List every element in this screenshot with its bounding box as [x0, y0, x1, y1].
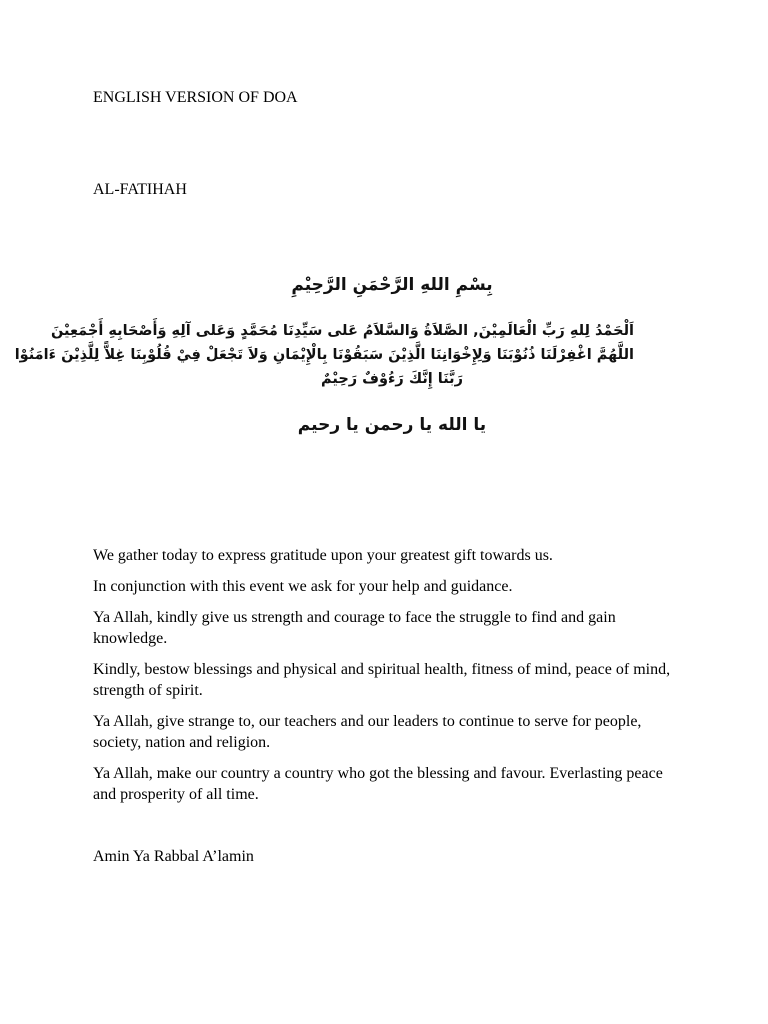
arabic-prayer-line-2: اللَّهُمَّ اغْفِرْلَنَا ذُنُوْبَنَا وَلِإِخْوَانِنَا الَّذِيْنَ سَبَقُوْنَا بِالْإِيْمَانِ وَلاَ تَجْعَلْ فِيْ قُلُوْبِنَا غِلاًّ لِلَّذِيْنَ ءَامَنُوْا: [14, 347, 634, 363]
arabic-prayer-line-3: رَبَّنَا إِنَّكَ رَءُوْفٌ رَحِيْمٌ: [321, 371, 463, 387]
paragraph: Kindly, bestow blessings and physical and spiritual health, fitness of mind, peace of mind, strength of spirit.: [93, 661, 671, 699]
paragraph: Ya Allah, make our country a country who got the blessing and favour. Everlasting peace and prosperity of all time.: [93, 765, 663, 803]
paragraph: Ya Allah, kindly give us strength and courage to face the struggle to find and gain knowledge.: [93, 609, 616, 647]
arabic-basmala: بِسْمِ اللهِ الرَّحْمَنِ الرَّحِيْمِ: [291, 275, 493, 295]
arabic-prayer-block: [14, 268, 634, 442]
arabic-closing-invocation: يا الله يا رحمن يا رحيم: [297, 415, 487, 435]
arabic-prayer-line-1: اَلْحَمْدُ لِلهِ رَبِّ الْعَالَمِيْنَ, الصَّلاَةُ وَالسَّلاَمُ عَلى سَيِّدِنَا مُحَمَّدٍ وَعَلى آلِهِ وَأَصْحَابِهِ أَجْمَعِيْنَ: [51, 323, 634, 339]
document-title: ENGLISH VERSION OF DOA: [93, 89, 298, 106]
prayer-body: [93, 545, 673, 815]
paragraph: In conjunction with this event we ask for your help and guidance.: [93, 578, 513, 595]
paragraph: Ya Allah, give strange to, our teachers and our leaders to continue to serve for people, society, nation and religion.: [93, 713, 642, 751]
closing-line: Amin Ya Rabbal A’lamin: [93, 848, 254, 865]
paragraph: We gather today to express gratitude upon your greatest gift towards us.: [93, 547, 553, 564]
section-title: AL-FATIHAH: [93, 181, 187, 198]
